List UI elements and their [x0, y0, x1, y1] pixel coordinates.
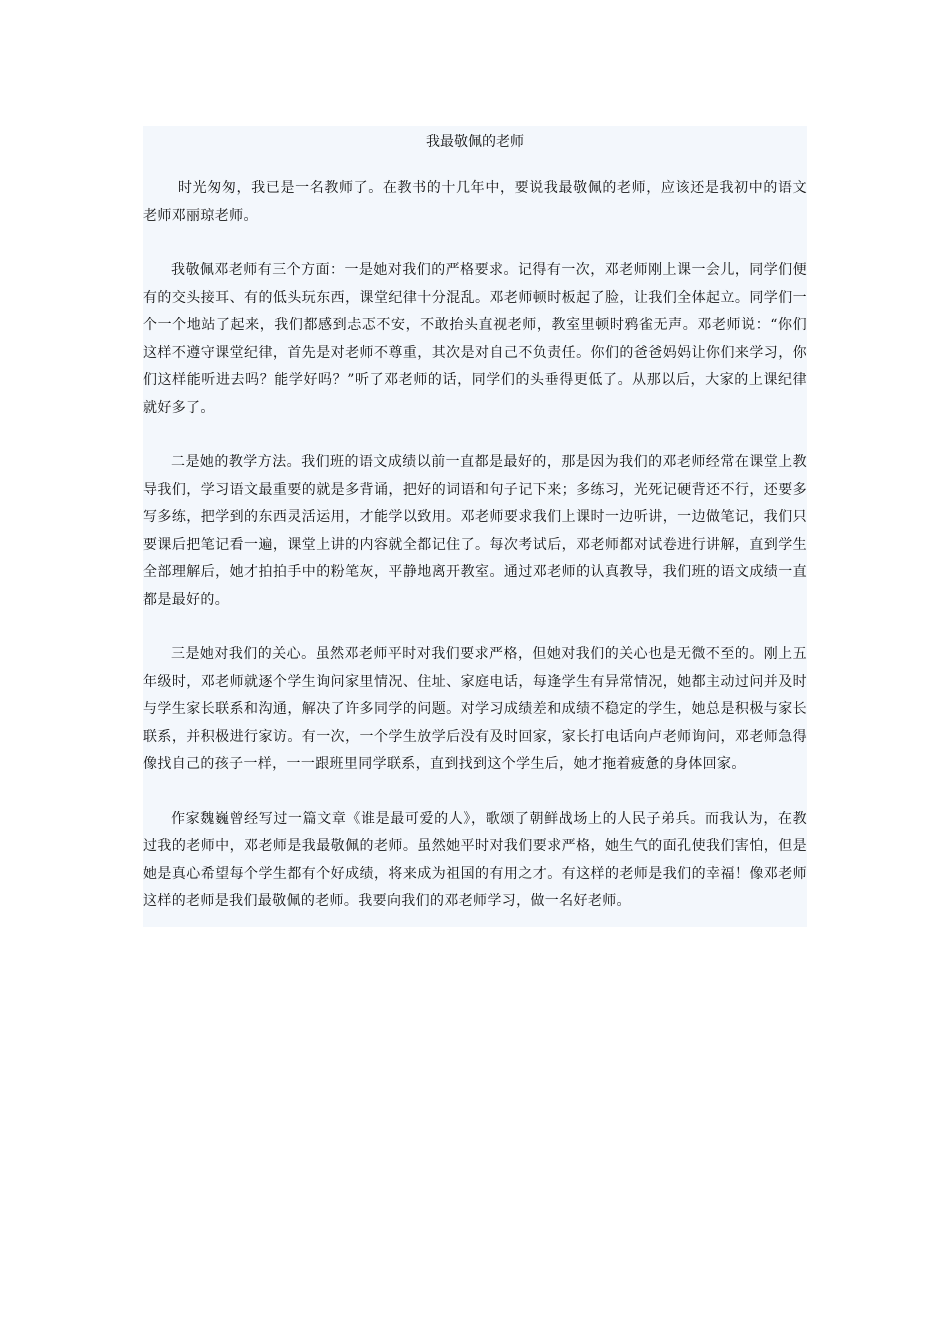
- paragraph-gap: [143, 230, 807, 257]
- paragraph-teaching-method: 二是她的教学方法。我们班的语文成绩以前一直都是最好的，那是因为我们的邓老师经常在课堂上教导我们，学习语文最重要的就是多背诵，把好的词语和句子记下来；多练习，光死记硬背还不行，还要多写多练，把学到的东西灵活运用，才能学以致用。邓老师要求我们上课时一边听讲，一边做笔记，我们只要课后把笔记看一遍，课堂上讲的内容就全都记住了。每次考试后，邓老师都对试卷进行讲解，直到学生全部理解后，她才拍拍手中的粉笔灰，平静地离开教室。通过邓老师的认真教导，我们班的语文成绩一直都是最好的。: [143, 454, 807, 608]
- paragraph-conclusion: 作家魏巍曾经写过一篇文章《谁是最可爱的人》，歌颂了朝鲜战场上的人民子弟兵。而我认为，在教过我的老师中，邓老师是我最敬佩的老师。虽然她平时对我们要求严格，她生气的面孔使我们害怕，但是她是真心希望每个学生都有个好成绩，将来成为祖国的有用之才。有这样的老师是我们的幸福！像邓老师这样的老师是我们最敬佩的老师。我要向我们的邓老师学习，做一名好老师。: [143, 810, 807, 909]
- paragraph-care: 三是她对我们的关心。虽然邓老师平时对我们要求严格，但她对我们的关心也是无微不至的。刚上五年级时，邓老师就逐个学生询问家里情况、住址、家庭电话，每逢学生有异常情况，她都主动过问并及时与学生家长联系和沟通，解决了许多同学的问题。对学习成绩差和成绩不稳定的学生，她总是积极与家长联系，并积极进行家访。有一次，一个学生放学后没有及时回家，家长打电话向卢老师询问，邓老师急得像找自己的孩子一样，一一跟班里同学联系，直到找到这个学生后，她才拖着疲惫的身体回家。: [143, 646, 807, 772]
- paragraph-strictness: 我敬佩邓老师有三个方面：一是她对我们的严格要求。记得有一次，邓老师刚上课一会儿，同学们便有的交头接耳、有的低头玩东西，课堂纪律十分混乱。邓老师顿时板起了脸，让我们全体起立。同学们一个一个地站了起来，我们都感到忐忑不安，不敢抬头直视老师，教室里顿时鸦雀无声。邓老师说：“你们这样不遵守课堂纪律，首先是对老师不尊重，其次是对自己不负责任。你们的爸爸妈妈让你们来学习，你们这样能听进去吗？能学好吗？”听了邓老师的话，同学们的头垂得更低了。从那以后，大家的上课纪律就好多了。: [143, 262, 807, 416]
- article-block: [143, 126, 807, 927]
- paragraph-gap: [143, 614, 807, 641]
- paragraph-intro: 时光匆匆，我已是一名教师了。在教书的十几年中，要说我最敬佩的老师，应该还是我初中的语文老师邓丽琼老师。: [143, 180, 807, 224]
- document-title: 我最敬佩的老师: [426, 134, 524, 150]
- paragraph-gap: [143, 422, 807, 449]
- paragraph-gap: [143, 779, 807, 806]
